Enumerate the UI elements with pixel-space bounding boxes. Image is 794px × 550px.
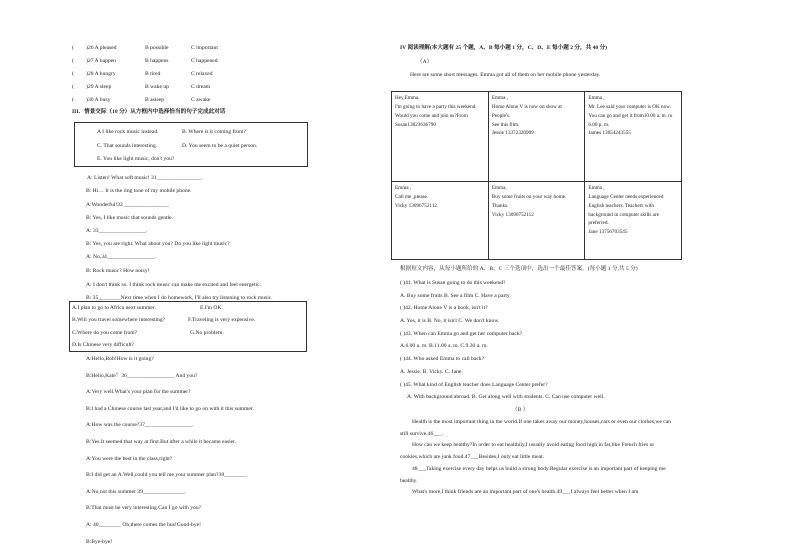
dialogue-2-line: B:Hello,Kate！36_________________ And you? <box>86 372 198 379</box>
cloze-option-c: C important <box>191 45 218 51</box>
passage-b-label: （B ） <box>512 407 529 413</box>
cloze-option-b: B tired <box>145 71 161 77</box>
question-options: A.6.00 a. m. B.11.00 a. m. C.9.30 a. m. <box>400 343 488 350</box>
options-box-2 <box>69 301 307 352</box>
message-cell <box>488 92 585 182</box>
box1-option-c: C. That sounds interesting. <box>97 143 158 149</box>
message-cell <box>488 182 585 260</box>
message-line: Mr. Lee said your computer is OK now. You can go and get it from10.00 a. m. to 6.00 p. m. <box>588 103 673 128</box>
cloze-option-c: C relaxed <box>191 71 213 77</box>
message-line: Emma , <box>395 185 412 191</box>
dialogue-2-line: B:Bye-bye! <box>86 538 113 545</box>
box1-option-e: E. You like light music, don't you? <box>97 156 175 162</box>
message-line: Hey,Emma. <box>395 95 420 101</box>
dialogue-2-line: B:That must be very interesting.Can I go with you? <box>86 505 202 512</box>
dialogue-2-line: B:I had a Chinese course last year,and I'd like to go on with it this summer. <box>86 405 254 412</box>
cloze-option-c: C dream <box>191 84 211 90</box>
dialogue-2-line: B:Yes.It seemed that way at first.But after a while it became easier. <box>86 439 237 445</box>
dialogue-1-line: A: No,34_________________. <box>86 254 156 260</box>
box2-option-a: A.I plan to go to Africa next summer. <box>72 305 156 311</box>
dialogue-2-line: A: 40________ Oh,there comes the bus!Good-bye! <box>86 522 201 528</box>
cloze-paren-close: ) <box>86 71 88 77</box>
question-stem: ( )42. Home Alone V is a book, isn't it? <box>400 305 488 312</box>
box2-option-d: D.Is Chinese very difficult? <box>72 342 135 348</box>
dialogue-2-line: A:Hello,Bob!How is it going? <box>86 356 154 362</box>
message-line: Would you come and join us?From Susan13823636790 <box>395 112 468 128</box>
cloze-option-c: C awake <box>191 97 211 103</box>
message-line: Home Alone V is now on show at People's. <box>491 103 562 119</box>
dialogue-1-line: B: 35________Next time when I do homework, I'll also try listening to rock music. <box>86 295 273 301</box>
cloze-paren-close: ) <box>86 97 88 103</box>
cloze-option-b: B wake up <box>145 84 169 90</box>
box2-option-g: G.No problem. <box>190 330 224 336</box>
cloze-option-b: B happens <box>145 58 169 64</box>
message-cell <box>392 182 489 260</box>
passage-a-intro: Here are some short messages. Emma got all of them on her mobile phone yesterday. <box>410 72 601 78</box>
message-line: Emma, <box>491 185 507 191</box>
cloze-option-a: 30 A busy <box>88 97 111 103</box>
passage-a-label: （A） <box>417 59 433 65</box>
passage-b-paragraph: What's more,I think friends are an important part of one's health.49___I always feel better when I am <box>412 489 639 496</box>
cloze-paren-close: ) <box>86 58 88 64</box>
message-line: Emma , <box>588 185 605 191</box>
dialogue-2-line: A:No,not this summer 39_______________. <box>86 488 187 495</box>
message-line: Jessie 13372320909 <box>491 130 534 137</box>
dialogue-2-line: A:You were the best in the class,right? <box>86 455 173 462</box>
cloze-paren-close: ) <box>86 84 88 90</box>
cloze-paren-open: ( <box>72 97 74 103</box>
dialogue-1-line: B: Rock music? How noisy! <box>86 268 150 274</box>
message-line: James 13654243555 <box>588 130 631 137</box>
question-options: A. Jessie. B. Vicky. C. Jane. <box>400 368 463 375</box>
box1-option-d: D. You seem to be a quiet person. <box>182 143 258 149</box>
passage-b-paragraph: How can we keep healthy?In order to eat healthily,I usually avoid eating food high in fat,like French fries or cookies,which are junk food.47___Besides,I only eat little meat. <box>400 442 655 461</box>
passage-b-paragraph: Health is the most important thing in the world.If one takes away our money,houses,cars or even our clothes,we can still survive.46___. <box>400 419 672 437</box>
message-line: I'm going to have a party this weekend. <box>395 103 477 110</box>
question-options: A. Buy some fruits B. See a film C. Have a party. <box>400 292 511 299</box>
question-options: A. With background abroad. B. Get along well with students. C. Can use computer well. <box>407 394 605 401</box>
message-line: Emma , <box>491 95 508 101</box>
options-box-1 <box>74 122 308 167</box>
cloze-paren-close: ) <box>86 45 88 51</box>
dialogue-2-line: A:How was the course?37_________________. <box>86 422 194 429</box>
messages-table <box>391 91 682 260</box>
passage-a-instructions: 根据短文内容，从每小题所给的 A、B、C 三个选项中，选出一个最佳答案。(每小题 1 分,共 5 分) <box>400 266 638 272</box>
box1-option-b: B. Where is it coming from? <box>182 129 246 135</box>
box2-option-b: B.Will you travel somewhere interesting? <box>72 317 166 323</box>
cloze-paren-open: ( <box>72 71 74 77</box>
message-line: Vicky 13096752112 <box>491 211 534 218</box>
cloze-option-a: 27 A happen <box>88 58 116 64</box>
box2-option-f: F.Traveling is very expensive. <box>188 317 256 323</box>
dialogue-1-line: A: 33_________________. <box>86 228 148 234</box>
dialogue-1-line: A: Listen! What soft music! 31________________. <box>87 175 203 181</box>
message-line: Emma , <box>588 95 605 101</box>
cloze-option-a: 28 A hungry <box>88 71 116 77</box>
message-line: Call me ,please. <box>395 193 429 200</box>
dialogue-1-line: B: Hi… It is the ring tone of my mobile phone. <box>86 188 192 194</box>
cloze-paren-open: ( <box>72 58 74 64</box>
message-line: Language Center needs experienced English teachers. Teachers with background in computer skills are preferred. <box>588 193 664 227</box>
cloze-option-a: 29 A sleep <box>88 84 112 90</box>
message-line: Jane 13756703545 <box>588 229 628 236</box>
question-stem: ( )44. Who asked Emma to call back? <box>400 356 485 363</box>
section-3-title: III．情景交际（10 分）从方框内中选择恰当的句子完成此对话 <box>72 109 226 115</box>
passage-b-paragraph: 48___Taking exercise every day helps us build a strong body.Regular exercise is an important part of keeping me healthy. <box>400 465 666 484</box>
message-line: Buy some fruits on your way home. Thanks. <box>491 193 567 209</box>
dialogue-1-line: B: Yes, I like music that sounds gentle. <box>86 215 174 221</box>
box2-option-e: E.I'm OK. <box>200 305 223 311</box>
message-cell <box>585 182 682 260</box>
cloze-paren-open: ( <box>72 45 74 51</box>
message-cell <box>585 92 682 182</box>
cloze-option-b: B possible <box>145 45 169 51</box>
question-options: A. Yes, it is B. No, it isn't C. We don't know. <box>400 317 500 324</box>
dialogue-2-line: B:I did get an A.Well,could you tell me your summer plan?38________ <box>86 472 247 479</box>
cloze-option-a: 26 A pleased <box>88 45 117 51</box>
dialogue-1-line: A: I don't think so. I think rock music can make me excited and feel energetic. <box>86 282 262 288</box>
box1-option-a: A I like rock music instead. <box>97 129 159 135</box>
dialogue-2-line: A:Very well.What's your plan for the summer? <box>86 389 191 396</box>
cloze-option-b: B asleep <box>145 97 165 103</box>
dialogue-1-line: B: Yes, you are right. What about you? Do you like light music? <box>86 241 230 247</box>
question-stem: ( )41. What is Susan going to do this weekend? <box>400 280 506 286</box>
message-cell <box>392 92 489 182</box>
dialogue-1-line: A:Wonderful!32 ________________ <box>86 202 169 208</box>
message-line: Vicky 13096752112 <box>395 202 438 209</box>
passage-b-text <box>400 417 680 499</box>
box2-option-c: C.Where do you come from? <box>72 330 138 336</box>
section-4-title: IV 阅读理解(本大题有 25 个题，A、B 每小题 1 分，C、D、E 每小题 2 分，共 40 分) <box>400 45 608 51</box>
cloze-paren-open: ( <box>72 84 74 90</box>
cloze-option-c: C happened <box>191 58 218 64</box>
question-stem: ( )43. When can Emma go and get her computer back? <box>400 330 523 337</box>
message-line: See this film. <box>491 121 520 128</box>
question-stem: ( )45. What kind of English teacher does Language Center prefer? <box>400 381 548 388</box>
